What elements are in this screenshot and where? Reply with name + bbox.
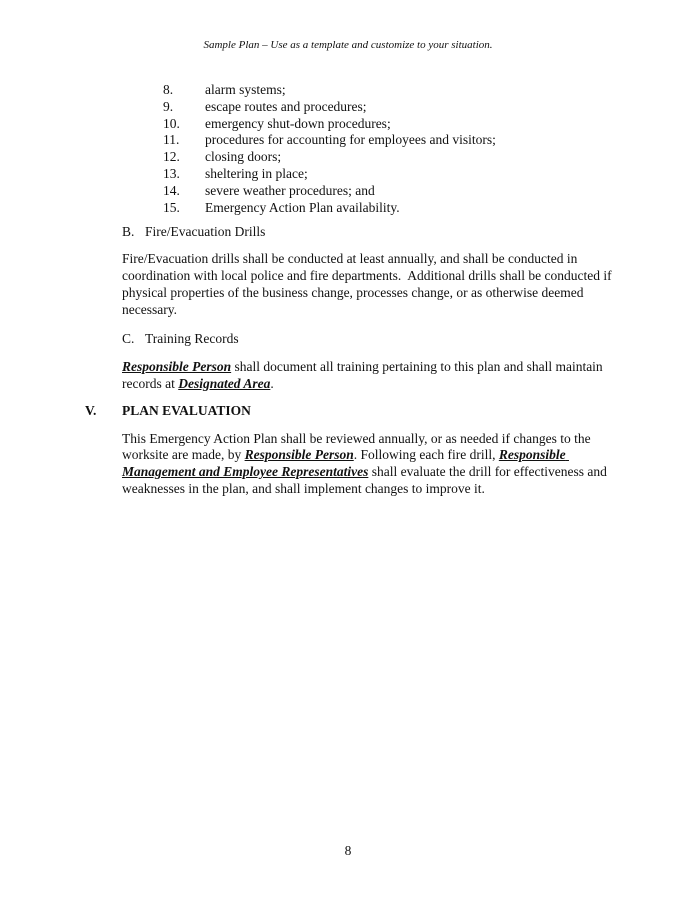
list-item [163,82,696,99]
placeholder-responsible-person: Responsible Person [122,359,232,375]
list-item-text: closing doors; [205,149,282,165]
section-b-title: Fire/Evacuation Drills [145,224,266,240]
list-item-number: 8. [163,82,174,97]
section-v-heading [85,403,696,420]
section-b-label: B. [122,224,135,240]
list-item [163,99,696,116]
list-item-text: Emergency Action Plan availability. [205,199,400,215]
section-b-paragraph: Fire/Evacuation drills shall be conducted at least annually, and shall be conducted in coordination with local police and fire departments. Additional drills shall be conducted if physical properties of the business change, processes change, or as otherwise deemed necessary. [122,251,615,317]
list-item-text: escape routes and procedures; [205,98,367,114]
section-b-heading [122,224,696,241]
section-v-text-2: . Following each fire drill, [353,447,499,463]
list-item [163,116,696,133]
list-item-number: 10. [163,115,180,131]
section-v-text-3: shall evaluate the drill for effectiveness and weaknesses in the plan, and shall implement changes to improve it. [122,464,611,496]
section-v-numeral: V. [85,402,97,418]
section-c-title: Training Records [145,331,239,347]
placeholder-responsible-person: Responsible Person [244,447,354,463]
section-c-text-end: . [270,375,274,391]
placeholder-responsible-management: Responsible Management and Employee Representatives [122,447,569,480]
list-item-number: 14. [163,182,180,198]
document-header-note: Sample Plan – Use as a template and customize to your situation. [203,39,493,51]
list-item-number: 12. [163,149,180,165]
list-item [163,183,696,200]
section-v-paragraph [122,431,614,498]
list-item-text: sheltering in place; [205,165,308,181]
list-item [163,166,696,183]
list-item-text: emergency shut-down procedures; [205,115,391,131]
list-item-text: procedures for accounting for employees and visitors; [205,132,496,148]
section-c-label: C. [122,331,135,347]
section-c-heading [122,331,696,348]
section-v-text-1: This Emergency Action Plan shall be reviewed annually, or as needed if changes to the worksite are made, by [122,430,594,463]
list-item-number: 9. [163,98,174,114]
list-item-number: 13. [163,165,180,181]
section-v-title: PLAN EVALUATION [122,402,251,418]
list-item-number: 11. [163,132,180,148]
numbered-list [163,82,696,216]
list-item [163,149,696,166]
list-item-text: severe weather procedures; and [205,182,375,198]
page-number: 8 [344,843,352,858]
list-item [163,200,696,217]
list-item-number: 15. [163,199,180,215]
list-item [163,132,696,149]
list-item-text: alarm systems; [205,82,286,97]
section-c-text: shall document all training pertaining to this plan and shall maintain records at [122,359,607,391]
placeholder-designated-area: Designated Area [178,375,271,391]
document-body [0,82,696,498]
section-c-paragraph [122,359,614,393]
